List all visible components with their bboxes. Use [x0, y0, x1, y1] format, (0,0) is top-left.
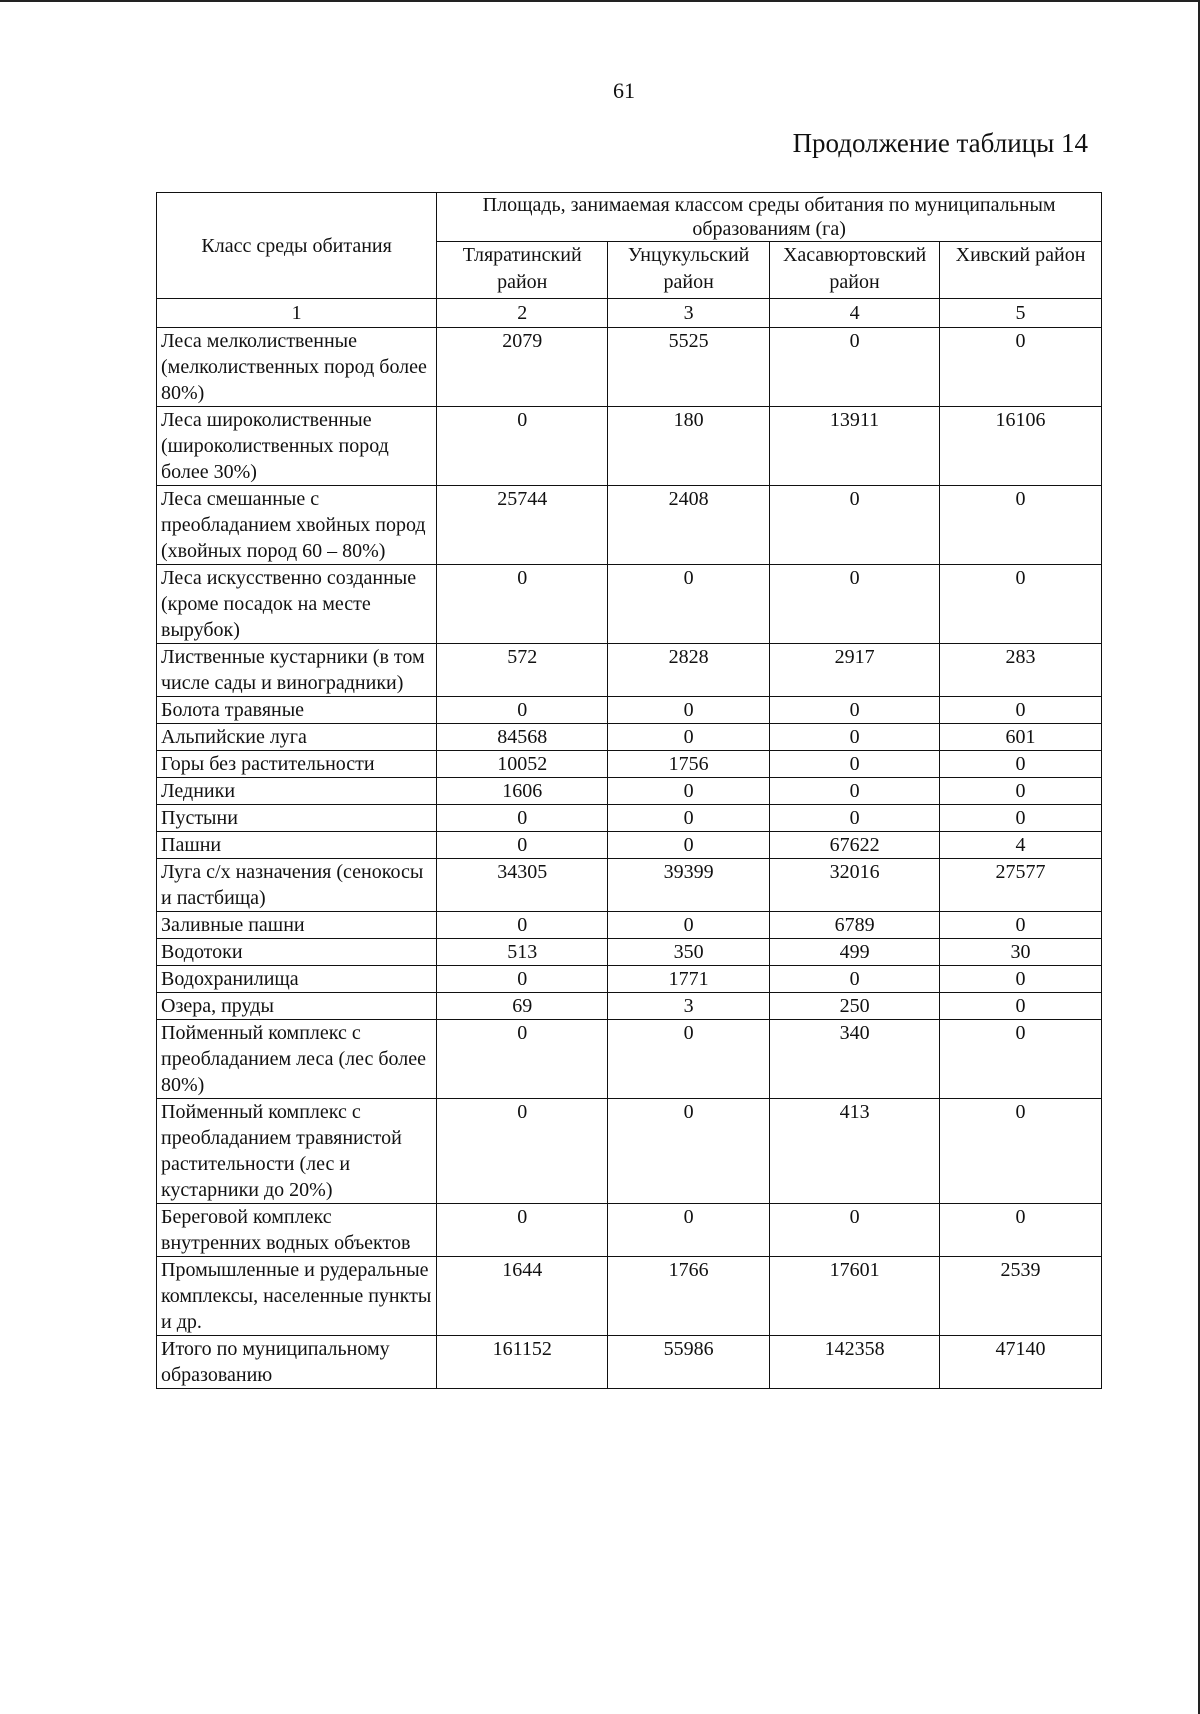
- area-value-cell: 17601: [770, 1257, 940, 1336]
- area-value-cell: 0: [437, 805, 608, 832]
- area-value-cell: 250: [770, 993, 940, 1020]
- area-value-cell: 1766: [608, 1257, 770, 1336]
- habitat-class-label: Береговой комплекс внутренних водных объектов: [157, 1204, 437, 1257]
- habitat-class-label: Леса широколиственные (широколиственных пород более 30%): [157, 407, 437, 486]
- scan-edge-top: [0, 0, 1200, 2]
- area-value-cell: 0: [940, 993, 1102, 1020]
- area-value-cell: 0: [770, 486, 940, 565]
- area-value-cell: 340: [770, 1020, 940, 1099]
- habitat-class-label: Пашни: [157, 832, 437, 859]
- area-value-cell: 513: [437, 939, 608, 966]
- habitat-class-label: Леса мелколиственные (мелколиственных пород более 80%): [157, 328, 437, 407]
- habitat-class-label: Пойменный комплекс с преобладанием леса (лес более 80%): [157, 1020, 437, 1099]
- area-value-cell: 142358: [770, 1336, 940, 1389]
- area-value-cell: 0: [608, 1204, 770, 1257]
- area-value-cell: 350: [608, 939, 770, 966]
- area-value-cell: 0: [940, 565, 1102, 644]
- table-row: [157, 832, 1102, 859]
- table-row: [157, 407, 1102, 486]
- area-value-cell: 499: [770, 939, 940, 966]
- table-row: [157, 1204, 1102, 1257]
- area-value-cell: 0: [608, 832, 770, 859]
- area-value-cell: 67622: [770, 832, 940, 859]
- habitat-class-label: Водотоки: [157, 939, 437, 966]
- habitat-class-label: Альпийские луга: [157, 724, 437, 751]
- habitat-class-label: Водохранилища: [157, 966, 437, 993]
- area-value-cell: 25744: [437, 486, 608, 565]
- habitat-class-label: Леса искусственно созданные (кроме посадок на месте вырубок): [157, 565, 437, 644]
- area-value-cell: 1771: [608, 966, 770, 993]
- habitat-area-table: [156, 192, 1102, 1389]
- area-value-cell: 0: [770, 565, 940, 644]
- area-value-cell: 2079: [437, 328, 608, 407]
- district-header-untsukulsky: Унцукульский район: [608, 242, 770, 299]
- page-number: 61: [613, 78, 635, 103]
- area-value-cell: 1756: [608, 751, 770, 778]
- area-value-cell: 34305: [437, 859, 608, 912]
- table-row: [157, 751, 1102, 778]
- area-value-cell: 0: [437, 912, 608, 939]
- area-value-cell: 0: [940, 1099, 1102, 1204]
- area-value-cell: 39399: [608, 859, 770, 912]
- area-value-cell: 0: [437, 565, 608, 644]
- area-value-cell: 55986: [608, 1336, 770, 1389]
- column-number-row: [157, 299, 1102, 328]
- area-value-cell: 0: [940, 1204, 1102, 1257]
- habitat-class-label: Пойменный комплекс с преобладанием травянистой растительности (лес и кустарники до 20%): [157, 1099, 437, 1204]
- table-row: [157, 993, 1102, 1020]
- table-row: [157, 1336, 1102, 1389]
- area-value-cell: 0: [437, 1099, 608, 1204]
- area-value-cell: 0: [940, 486, 1102, 565]
- area-value-cell: 0: [770, 751, 940, 778]
- area-value-cell: 413: [770, 1099, 940, 1204]
- area-value-cell: 180: [608, 407, 770, 486]
- area-value-cell: 0: [437, 407, 608, 486]
- habitat-class-label: Пустыни: [157, 805, 437, 832]
- area-value-cell: 0: [437, 1020, 608, 1099]
- area-value-cell: 601: [940, 724, 1102, 751]
- area-value-cell: 27577: [940, 859, 1102, 912]
- area-value-cell: 0: [437, 697, 608, 724]
- habitat-class-label: Заливные пашни: [157, 912, 437, 939]
- area-value-cell: 0: [608, 912, 770, 939]
- column-number: 4: [770, 299, 940, 328]
- table-row: [157, 565, 1102, 644]
- table-row: [157, 1099, 1102, 1204]
- habitat-class-label: Озера, пруды: [157, 993, 437, 1020]
- district-header-khivsky: Хивский район: [940, 242, 1102, 299]
- area-value-cell: 0: [608, 724, 770, 751]
- class-column-header: Класс среды обитания: [157, 193, 437, 299]
- table-row: [157, 724, 1102, 751]
- area-value-cell: 0: [940, 805, 1102, 832]
- area-value-cell: 0: [608, 1099, 770, 1204]
- area-value-cell: 2408: [608, 486, 770, 565]
- area-value-cell: 0: [608, 697, 770, 724]
- area-value-cell: 161152: [437, 1336, 608, 1389]
- table-row: [157, 778, 1102, 805]
- area-value-cell: 0: [770, 328, 940, 407]
- area-value-cell: 1606: [437, 778, 608, 805]
- area-value-cell: 0: [437, 1204, 608, 1257]
- habitat-class-label: Болота травяные: [157, 697, 437, 724]
- column-number: 1: [157, 299, 437, 328]
- area-value-cell: 572: [437, 644, 608, 697]
- area-value-cell: 0: [437, 966, 608, 993]
- district-header-tlyaratinsky: Тляратинский район: [437, 242, 608, 299]
- area-value-cell: 0: [940, 697, 1102, 724]
- area-value-cell: 2917: [770, 644, 940, 697]
- header-row-group: [157, 193, 1102, 242]
- area-value-cell: 2828: [608, 644, 770, 697]
- habitat-class-label: Итого по муниципальному образованию: [157, 1336, 437, 1389]
- area-value-cell: 5525: [608, 328, 770, 407]
- area-value-cell: 0: [770, 805, 940, 832]
- habitat-class-label: Ледники: [157, 778, 437, 805]
- area-value-cell: 0: [770, 724, 940, 751]
- table-caption: Продолжение таблицы 14: [792, 128, 1088, 158]
- column-number: 2: [437, 299, 608, 328]
- area-value-cell: 0: [608, 565, 770, 644]
- area-value-cell: 3: [608, 993, 770, 1020]
- habitat-class-label: Горы без растительности: [157, 751, 437, 778]
- area-value-cell: 6789: [770, 912, 940, 939]
- table-row: [157, 805, 1102, 832]
- area-value-cell: 0: [608, 1020, 770, 1099]
- area-value-cell: 2539: [940, 1257, 1102, 1336]
- area-value-cell: 0: [608, 805, 770, 832]
- area-group-header: Площадь, занимаемая классом среды обитания по муниципальным образованиям (га): [437, 193, 1102, 242]
- area-value-cell: 16106: [940, 407, 1102, 486]
- district-header-khasavyurtovsky: Хасавюртовский район: [770, 242, 940, 299]
- column-number: 5: [940, 299, 1102, 328]
- table-row: [157, 939, 1102, 966]
- area-value-cell: 47140: [940, 1336, 1102, 1389]
- area-value-cell: 0: [770, 1204, 940, 1257]
- area-value-cell: 0: [940, 778, 1102, 805]
- column-number: 3: [608, 299, 770, 328]
- area-value-cell: 0: [940, 328, 1102, 407]
- area-value-cell: 30: [940, 939, 1102, 966]
- table-row: [157, 912, 1102, 939]
- area-value-cell: 10052: [437, 751, 608, 778]
- habitat-class-label: Леса смешанные с преобладанием хвойных пород (хвойных пород 60 – 80%): [157, 486, 437, 565]
- habitat-class-label: Луга с/х назначения (сенокосы и пастбища): [157, 859, 437, 912]
- table-row: [157, 1257, 1102, 1336]
- area-value-cell: 0: [940, 966, 1102, 993]
- table-row: [157, 697, 1102, 724]
- table-body: [157, 328, 1102, 1389]
- area-value-cell: 1644: [437, 1257, 608, 1336]
- area-value-cell: 0: [940, 1020, 1102, 1099]
- area-value-cell: 84568: [437, 724, 608, 751]
- area-value-cell: 283: [940, 644, 1102, 697]
- table-row: [157, 328, 1102, 407]
- table-row: [157, 486, 1102, 565]
- area-value-cell: 0: [770, 966, 940, 993]
- area-value-cell: 13911: [770, 407, 940, 486]
- area-value-cell: 4: [940, 832, 1102, 859]
- area-value-cell: 0: [608, 778, 770, 805]
- table-row: [157, 966, 1102, 993]
- area-value-cell: 0: [770, 697, 940, 724]
- habitat-class-label: Промышленные и рудеральные комплексы, населенные пункты и др.: [157, 1257, 437, 1336]
- area-value-cell: 0: [770, 778, 940, 805]
- area-value-cell: 0: [940, 751, 1102, 778]
- table-row: [157, 859, 1102, 912]
- table-row: [157, 644, 1102, 697]
- area-value-cell: 69: [437, 993, 608, 1020]
- area-value-cell: 0: [437, 832, 608, 859]
- table-row: [157, 1020, 1102, 1099]
- area-value-cell: 0: [940, 912, 1102, 939]
- habitat-class-label: Лиственные кустарники (в том числе сады и виноградники): [157, 644, 437, 697]
- area-value-cell: 32016: [770, 859, 940, 912]
